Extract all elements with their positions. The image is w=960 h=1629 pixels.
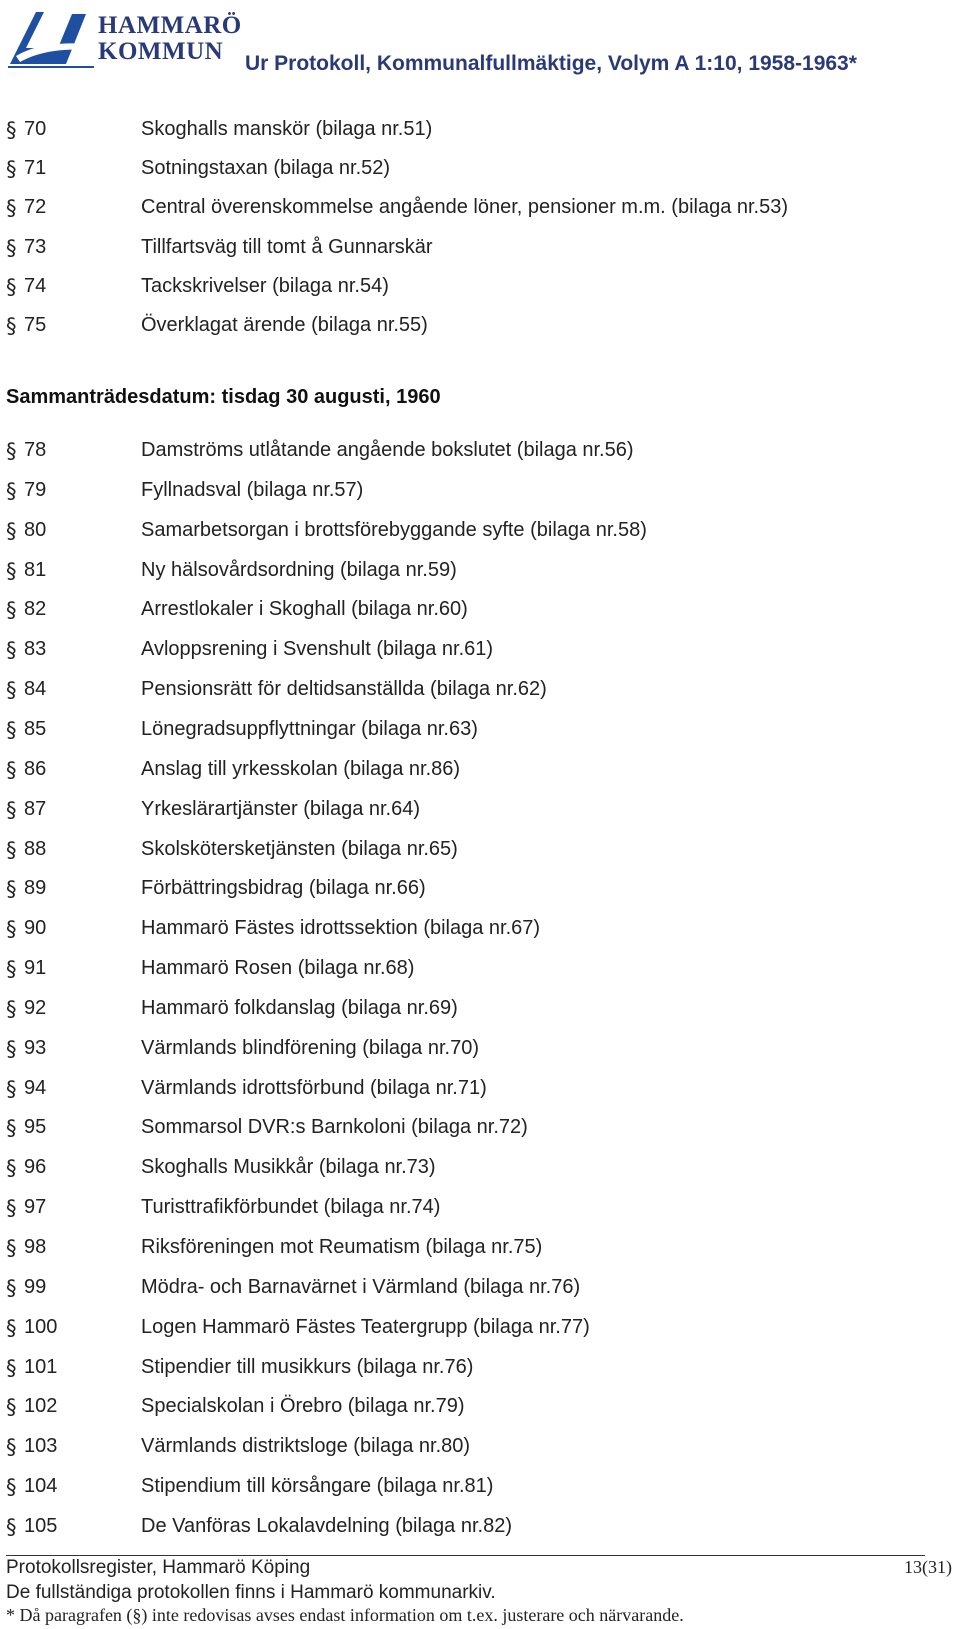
document-title: Ur Protokoll, Kommunalfullmäktige, Volym A 1:10, 1958-1963* [245, 52, 857, 75]
paragraph-number: 105 [24, 1514, 58, 1537]
logo-line2: KOMMUN [98, 38, 224, 65]
page-number: 13(31) [904, 1557, 952, 1577]
paragraph-title: De Vanföras Lokalavdelning (bilaga nr.82) [141, 1514, 512, 1537]
paragraph-symbol: § [6, 1036, 17, 1061]
footer-divider [6, 1555, 925, 1556]
paragraph-title: Skoghalls Musikkår (bilaga nr.73) [141, 1156, 436, 1179]
paragraph-number: 87 [24, 797, 47, 820]
paragraph-number: 86 [24, 757, 47, 780]
paragraph-number: 90 [24, 917, 47, 940]
paragraph-symbol: § [6, 678, 17, 703]
paragraph-number: 80 [24, 518, 47, 541]
paragraph-symbol: § [6, 1435, 17, 1460]
paragraph-number: 99 [24, 1275, 47, 1298]
paragraph-number: 83 [24, 638, 47, 661]
paragraph-title: Central överenskommelse angående löner, pensioner m.m. (bilaga nr.53) [141, 196, 789, 219]
paragraph-symbol: § [6, 274, 17, 299]
paragraph-symbol: § [6, 1275, 17, 1300]
paragraph-number: 78 [24, 439, 47, 461]
paragraph-number: 100 [24, 1315, 58, 1338]
paragraph-symbol: § [6, 877, 17, 902]
paragraph-title: Stipendier till musikkurs (bilaga nr.76) [141, 1355, 474, 1378]
paragraph-number: 71 [24, 157, 47, 180]
paragraph-symbol: § [6, 196, 17, 221]
hammaro-kommun-logo [6, 4, 242, 70]
paragraph-number: 81 [24, 558, 47, 581]
paragraph-symbol: § [6, 996, 17, 1021]
paragraph-symbol: § [6, 1514, 17, 1539]
paragraph-symbol: § [6, 118, 17, 142]
paragraph-symbol: § [6, 797, 17, 822]
section-heading: Sammanträdesdatum: tisdag 30 augusti, 1960 [6, 386, 441, 408]
paragraph-symbol: § [6, 917, 17, 942]
paragraph-title: Arrestlokaler i Skoghall (bilaga nr.60) [141, 598, 468, 621]
paragraph-title: Tillfartsväg till tomt å Gunnarskär [141, 235, 433, 258]
paragraph-symbol: § [6, 757, 17, 782]
paragraph-number: 91 [24, 957, 47, 980]
paragraph-symbol: § [6, 717, 17, 742]
paragraph-symbol: § [6, 1076, 17, 1101]
paragraph-title: Ny hälsovårdsordning (bilaga nr.59) [141, 558, 457, 581]
paragraph-number: 70 [24, 118, 47, 140]
paragraph-title: Hammarö Rosen (bilaga nr.68) [141, 957, 415, 980]
paragraph-symbol: § [6, 1236, 17, 1260]
paragraph-symbol: § [6, 518, 17, 543]
paragraph-symbol: § [6, 837, 17, 862]
paragraph-title: Förbättringsbidrag (bilaga nr.66) [141, 877, 426, 900]
paragraph-title: Stipendium till körsångare (bilaga nr.81) [141, 1475, 494, 1498]
paragraph-number: 79 [24, 478, 47, 501]
paragraph-title: Skolskötersketjänsten (bilaga nr.65) [141, 837, 458, 860]
paragraph-number: 98 [24, 1236, 47, 1258]
logo-line1: HAMMARÖ [98, 12, 242, 39]
paragraph-symbol: § [6, 314, 17, 338]
paragraph-title: Hammarö Fästes idrottssektion (bilaga nr.67) [141, 917, 541, 940]
paragraph-title: Fyllnadsval (bilaga nr.57) [141, 478, 364, 501]
paragraph-number: 84 [24, 678, 47, 701]
paragraph-title: Sommarsol DVR:s Barnkoloni (bilaga nr.72) [141, 1116, 528, 1139]
footer-archive-note: De fullständiga protokollen finns i Hammarö kommunarkiv. [6, 1582, 496, 1603]
paragraph-title: Yrkeslärartjänster (bilaga nr.64) [141, 797, 421, 820]
paragraph-number: 95 [24, 1116, 47, 1139]
logo-mark-icon [6, 4, 96, 68]
footer-footnote: * Då paragrafen (§) inte redovisas avses endast information om t.ex. justerare och närvarande. [6, 1605, 684, 1625]
paragraph-number: 73 [24, 235, 47, 258]
paragraph-number: 92 [24, 996, 47, 1019]
paragraph-title: Logen Hammarö Fästes Teatergrupp (bilaga nr.77) [141, 1315, 590, 1338]
paragraph-symbol: § [6, 235, 17, 260]
paragraph-title: Tackskrivelser (bilaga nr.54) [141, 274, 389, 297]
paragraph-symbol: § [6, 1116, 17, 1141]
paragraph-number: 75 [24, 314, 47, 336]
paragraph-title: Avloppsrening i Svenshult (bilaga nr.61) [141, 638, 494, 661]
paragraph-number: 85 [24, 717, 47, 740]
paragraph-title: Sotningstaxan (bilaga nr.52) [141, 157, 391, 180]
paragraph-symbol: § [6, 157, 17, 182]
paragraph-title: Anslag till yrkesskolan (bilaga nr.86) [141, 757, 461, 780]
paragraph-title: Samarbetsorgan i brottsförebyggande syfte (bilaga nr.58) [141, 518, 647, 541]
paragraph-title: Värmlands blindförening (bilaga nr.70) [141, 1036, 479, 1059]
paragraph-symbol: § [6, 1475, 17, 1500]
paragraph-number: 102 [24, 1395, 58, 1418]
paragraph-title: Lönegradsuppflyttningar (bilaga nr.63) [141, 717, 478, 740]
paragraph-title: Hammarö folkdanslag (bilaga nr.69) [141, 996, 458, 1019]
paragraph-symbol: § [6, 1196, 17, 1221]
paragraph-number: 74 [24, 274, 47, 297]
paragraph-number: 96 [24, 1156, 47, 1179]
paragraph-symbol: § [6, 1395, 17, 1420]
paragraph-symbol: § [6, 478, 17, 503]
paragraph-title: Mödra- och Barnavärnet i Värmland (bilaga nr.76) [141, 1275, 581, 1298]
paragraph-title: Turisttrafikförbundet (bilaga nr.74) [141, 1196, 441, 1219]
paragraph-title: Pensionsrätt för deltidsanställda (bilaga nr.62) [141, 678, 547, 701]
paragraph-symbol: § [6, 957, 17, 982]
paragraph-number: 94 [24, 1076, 47, 1099]
footer-register: Protokollsregister, Hammarö Köping [6, 1557, 311, 1578]
paragraph-symbol: § [6, 439, 17, 463]
paragraph-symbol: § [6, 598, 17, 623]
paragraph-number: 88 [24, 837, 47, 860]
paragraph-number: 72 [24, 196, 47, 219]
paragraph-number: 101 [24, 1355, 58, 1378]
paragraph-number: 97 [24, 1196, 47, 1219]
paragraph-symbol: § [6, 1315, 17, 1340]
paragraph-symbol: § [6, 638, 17, 663]
paragraph-title: Värmlands idrottsförbund (bilaga nr.71) [141, 1076, 487, 1099]
paragraph-title: Riksföreningen mot Reumatism (bilaga nr.75) [141, 1236, 543, 1258]
paragraph-symbol: § [6, 558, 17, 583]
paragraph-title: Damströms utlåtande angående bokslutet (bilaga nr.56) [141, 439, 634, 461]
paragraph-number: 93 [24, 1036, 47, 1059]
paragraph-number: 104 [24, 1475, 58, 1498]
paragraph-title: Överklagat ärende (bilaga nr.55) [141, 314, 428, 336]
paragraph-title: Värmlands distriktsloge (bilaga nr.80) [141, 1435, 471, 1458]
paragraph-symbol: § [6, 1156, 17, 1181]
paragraph-title: Specialskolan i Örebro (bilaga nr.79) [141, 1395, 465, 1418]
paragraph-number: 82 [24, 598, 47, 621]
paragraph-number: 89 [24, 877, 47, 900]
paragraph-symbol: § [6, 1355, 17, 1380]
paragraph-number: 103 [24, 1435, 58, 1458]
paragraph-title: Skoghalls manskör (bilaga nr.51) [141, 118, 433, 140]
